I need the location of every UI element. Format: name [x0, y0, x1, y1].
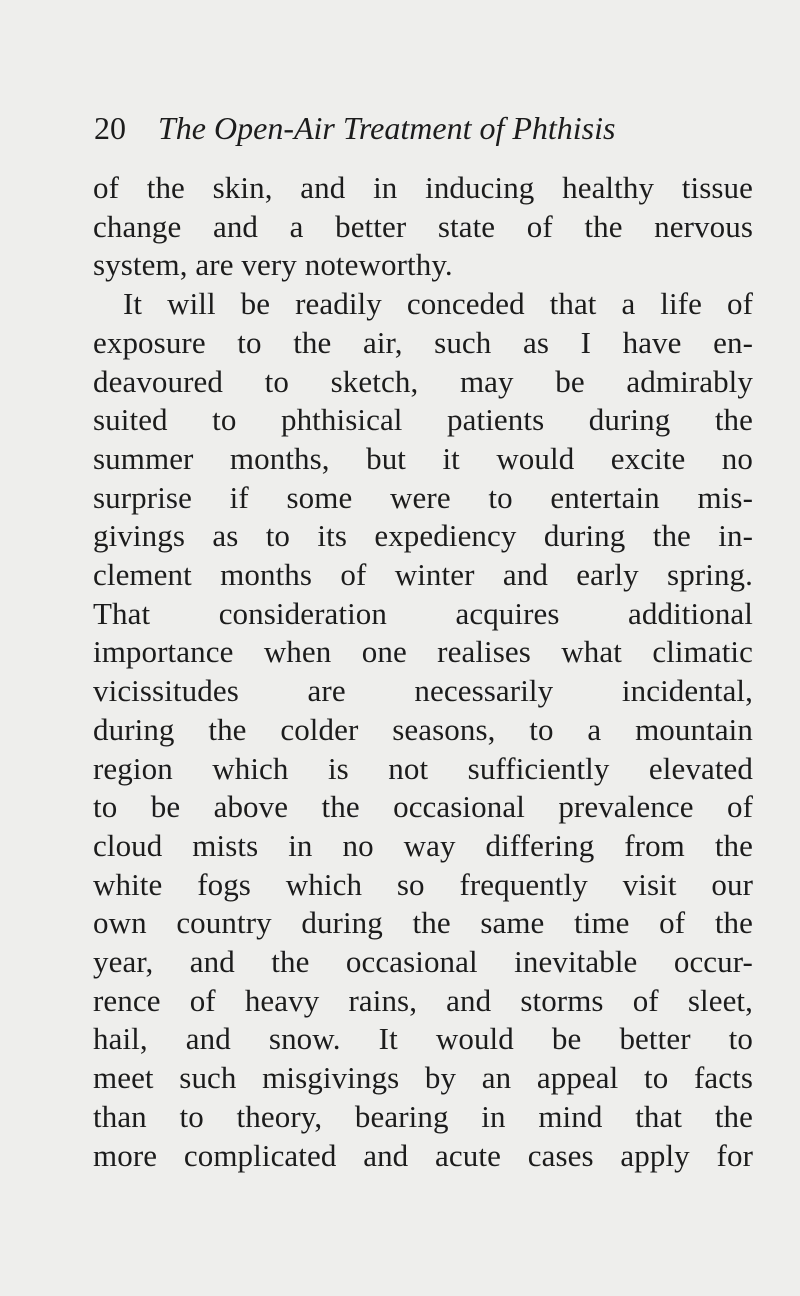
- page-number: 20: [94, 110, 126, 146]
- text-line: givings as to its expediency during the in-: [93, 518, 753, 554]
- text-line: vicissitudes are necessarily incidental,: [93, 673, 753, 709]
- text-line: during the colder seasons, to a mountain: [93, 711, 753, 747]
- text-line: white fogs which so frequently visit our: [93, 866, 753, 902]
- text-line: hail, and snow. It would be better to: [93, 1021, 753, 1057]
- page-header: [94, 108, 615, 148]
- text-line: clement months of winter and early spring.: [93, 557, 753, 593]
- text-line: own country during the same time of the: [93, 905, 753, 941]
- text-line: surprise if some were to entertain mis-: [93, 479, 753, 515]
- text-line: cloud mists in no way differing from the: [93, 827, 753, 863]
- text-line: deavoured to sketch, may be admirably: [93, 363, 753, 399]
- text-line: system, are very noteworthy.: [93, 247, 453, 283]
- text-line: of the skin, and in inducing healthy tissue: [93, 170, 753, 205]
- text-line: year, and the occasional inevitable occur-: [93, 944, 753, 980]
- text-line: summer months, but it would excite no: [93, 440, 753, 476]
- text-line: suited to phthisical patients during the: [93, 402, 753, 438]
- text-line: meet such misgivings by an appeal to facts: [93, 1060, 753, 1096]
- text-line: more complicated and acute cases apply for: [93, 1137, 753, 1173]
- text-line: rence of heavy rains, and storms of sleet,: [93, 982, 753, 1018]
- text-line: to be above the occasional prevalence of: [93, 789, 753, 825]
- running-head: The Open-Air Treatment of Phthisis: [158, 110, 616, 146]
- text-line: importance when one realises what climatic: [93, 634, 753, 670]
- text-line: That consideration acquires additional: [93, 595, 753, 631]
- text-line: exposure to the air, such as I have en-: [93, 324, 753, 360]
- body-text: [93, 169, 753, 1175]
- text-line: change and a better state of the nervous: [93, 208, 753, 244]
- text-line: region which is not sufficiently elevated: [93, 750, 753, 786]
- text-line: It will be readily conceded that a life of: [123, 286, 753, 322]
- text-line: than to theory, bearing in mind that the: [93, 1098, 753, 1134]
